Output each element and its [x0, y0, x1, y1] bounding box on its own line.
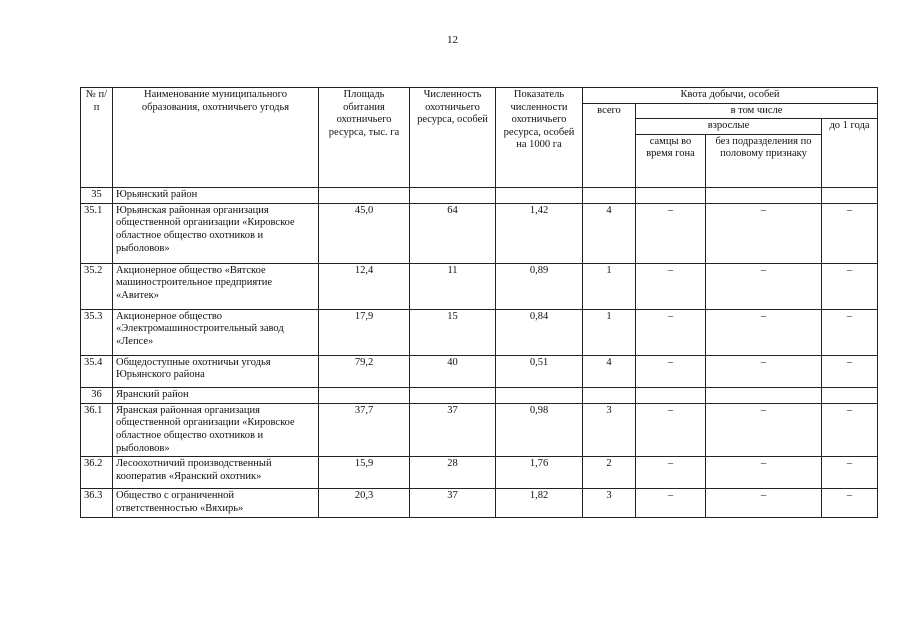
row-density: 0,89 [496, 263, 583, 309]
row-count: 37 [410, 489, 496, 518]
row-num: 35 [81, 187, 113, 203]
page-number: 12 [447, 34, 458, 46]
table-row [81, 457, 878, 489]
header-no-sex: без подразделения по половому признаку [706, 134, 822, 187]
row-area: 37,7 [319, 403, 410, 456]
header-area: Площадь обитания охотничьего ресурса, тыс. га [319, 88, 410, 188]
table-row [81, 489, 878, 518]
row-name: Акционерное общество «Вятское машиностроительное предприятие «Авитек» [113, 263, 319, 309]
row-nosex: – [706, 403, 822, 456]
header-density: Показатель численности охотничьего ресурса, особей на 1000 га [496, 88, 583, 188]
row-name: Лесоохотничий производственный кооператив «Яранский охотник» [113, 457, 319, 489]
row-area: 12,4 [319, 263, 410, 309]
row-density: 1,76 [496, 457, 583, 489]
row-name: Юрьянский район [113, 187, 319, 203]
row-count: 15 [410, 309, 496, 355]
row-count: 64 [410, 203, 496, 263]
row-males: – [636, 355, 706, 387]
row-total: 1 [583, 263, 636, 309]
row-nosex: – [706, 309, 822, 355]
row-males: – [636, 403, 706, 456]
row-count: 28 [410, 457, 496, 489]
row-density: 1,42 [496, 203, 583, 263]
row-nosex: – [706, 203, 822, 263]
row-count: 40 [410, 355, 496, 387]
row-total: 1 [583, 309, 636, 355]
row-count: 11 [410, 263, 496, 309]
row-nosex: – [706, 457, 822, 489]
row-num: 36.1 [81, 403, 113, 456]
row-young: – [822, 457, 878, 489]
row-area: 20,3 [319, 489, 410, 518]
row-total: 2 [583, 457, 636, 489]
header-quota: Квота добычи, особей [583, 88, 878, 104]
row-area: 79,2 [319, 355, 410, 387]
row-total: 4 [583, 355, 636, 387]
row-males: – [636, 309, 706, 355]
row-num: 36 [81, 387, 113, 403]
header-males-rut: самцы во время гона [636, 134, 706, 187]
row-males: – [636, 489, 706, 518]
row-total: 3 [583, 403, 636, 456]
row-nosex: – [706, 355, 822, 387]
row-density: 0,84 [496, 309, 583, 355]
row-num: 36.2 [81, 457, 113, 489]
table-row [81, 355, 878, 387]
district-row [81, 387, 878, 403]
row-males: – [636, 263, 706, 309]
row-density: 0,51 [496, 355, 583, 387]
row-num: 36.3 [81, 489, 113, 518]
row-num: 35.2 [81, 263, 113, 309]
row-count: 37 [410, 403, 496, 456]
row-name: Акционерное общество «Электромашиностроительный завод «Лепсе» [113, 309, 319, 355]
header-name: Наименование муниципального образования, охотничьего угодья [113, 88, 319, 188]
row-name: Общество с ограниченной ответственностью «Вяхирь» [113, 489, 319, 518]
row-area: 45,0 [319, 203, 410, 263]
header-num: № п/п [81, 88, 113, 188]
row-area: 15,9 [319, 457, 410, 489]
row-young: – [822, 489, 878, 518]
table-row [81, 403, 878, 456]
hunting-quota-table [80, 87, 878, 518]
row-young: – [822, 203, 878, 263]
row-males: – [636, 203, 706, 263]
table-row [81, 309, 878, 355]
row-area: 17,9 [319, 309, 410, 355]
table-row [81, 203, 878, 263]
row-males: – [636, 457, 706, 489]
row-young: – [822, 309, 878, 355]
row-young: – [822, 403, 878, 456]
header-including: в том числе [636, 103, 878, 119]
row-name: Юрьянская районная организация общественной организации «Кировское областное общество охотников и рыболовов» [113, 203, 319, 263]
table-row [81, 263, 878, 309]
row-nosex: – [706, 263, 822, 309]
row-name: Яранский район [113, 387, 319, 403]
row-nosex: – [706, 489, 822, 518]
row-density: 1,82 [496, 489, 583, 518]
district-row [81, 187, 878, 203]
row-name: Яранская районная организация общественной организации «Кировское областное общество охотников и рыболовов» [113, 403, 319, 456]
row-young: – [822, 263, 878, 309]
header-total: всего [583, 103, 636, 187]
row-density: 0,98 [496, 403, 583, 456]
row-num: 35.1 [81, 203, 113, 263]
header-under1: до 1 года [822, 119, 878, 188]
row-num: 35.3 [81, 309, 113, 355]
row-total: 4 [583, 203, 636, 263]
header-adults: взрослые [636, 119, 822, 135]
row-total: 3 [583, 489, 636, 518]
row-young: – [822, 355, 878, 387]
row-num: 35.4 [81, 355, 113, 387]
header-count: Численность охотничьего ресурса, особей [410, 88, 496, 188]
row-name: Общедоступные охотничьи угодья Юрьянского района [113, 355, 319, 387]
